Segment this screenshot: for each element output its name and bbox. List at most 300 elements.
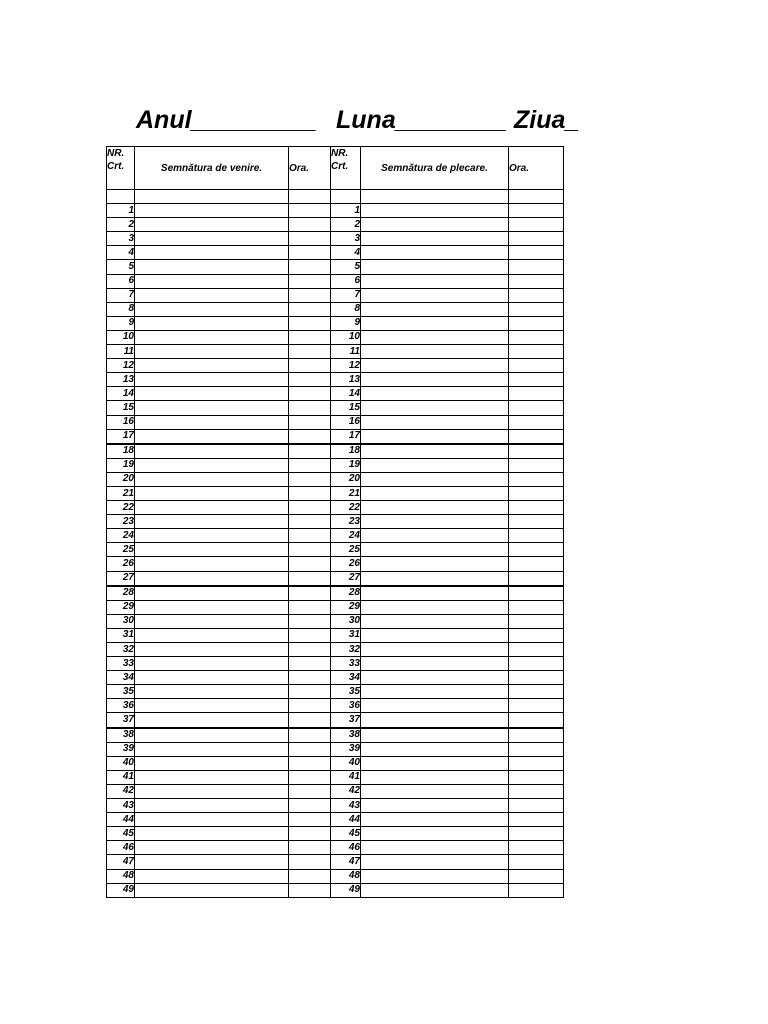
row-number-right: 38 <box>331 728 361 743</box>
departure-signature-cell[interactable] <box>361 699 509 713</box>
departure-signature-cell[interactable] <box>361 813 509 827</box>
row-number-left: 15 <box>107 401 135 415</box>
table-row <box>107 458 564 472</box>
table-row <box>107 671 564 685</box>
arrival-time-cell[interactable] <box>289 359 331 373</box>
departure-time-cell[interactable] <box>509 699 564 713</box>
arrival-time-cell[interactable] <box>289 685 331 699</box>
row-number-right: 22 <box>331 501 361 515</box>
title-line <box>136 100 580 140</box>
arrival-time-cell[interactable] <box>289 486 331 500</box>
row-number-right: 48 <box>331 869 361 883</box>
arrival-signature-cell[interactable] <box>135 529 289 543</box>
arrival-signature-cell[interactable] <box>135 784 289 798</box>
departure-time-cell[interactable] <box>509 515 564 529</box>
arrival-time-cell[interactable] <box>289 472 331 486</box>
arrival-time-cell[interactable] <box>289 316 331 330</box>
arrival-signature-cell[interactable] <box>135 330 289 344</box>
departure-time-cell[interactable] <box>509 204 564 218</box>
arrival-time-cell[interactable] <box>289 713 331 728</box>
arrival-time-cell[interactable] <box>289 529 331 543</box>
table-row <box>107 274 564 288</box>
arrival-signature-cell[interactable] <box>135 699 289 713</box>
departure-signature-cell[interactable] <box>361 628 509 642</box>
departure-signature-cell[interactable] <box>361 614 509 628</box>
table-row <box>107 543 564 557</box>
table-row <box>107 316 564 330</box>
row-number-left: 25 <box>107 543 135 557</box>
departure-signature-cell[interactable] <box>361 571 509 586</box>
row-number-left: 39 <box>107 742 135 756</box>
arrival-signature-cell[interactable] <box>135 855 289 869</box>
arrival-time-cell[interactable] <box>289 232 331 246</box>
departure-time-cell[interactable] <box>509 728 564 743</box>
departure-time-cell[interactable] <box>509 302 564 316</box>
row-number-left: 32 <box>107 643 135 657</box>
row-number-right: 3 <box>331 232 361 246</box>
arrival-time-cell[interactable] <box>289 260 331 274</box>
departure-time-cell[interactable] <box>509 713 564 728</box>
departure-time-cell[interactable] <box>509 571 564 586</box>
row-number-left: 29 <box>107 600 135 614</box>
table-row <box>107 657 564 671</box>
departure-time-cell[interactable] <box>509 246 564 260</box>
departure-signature-cell[interactable] <box>361 742 509 756</box>
month-label: Luna________ <box>336 106 507 134</box>
table-row <box>107 685 564 699</box>
row-number-right: 37 <box>331 713 361 728</box>
departure-signature-cell[interactable] <box>361 260 509 274</box>
arrival-time-cell[interactable] <box>289 571 331 586</box>
arrival-signature-cell[interactable] <box>135 401 289 415</box>
departure-signature-cell[interactable] <box>361 543 509 557</box>
row-number-right: 21 <box>331 486 361 500</box>
departure-time-cell[interactable] <box>509 855 564 869</box>
arrival-signature-cell[interactable] <box>135 359 289 373</box>
arrival-time-cell[interactable] <box>289 204 331 218</box>
departure-time-cell[interactable] <box>509 501 564 515</box>
row-number-right: 10 <box>331 330 361 344</box>
arrival-time-cell[interactable] <box>289 869 331 883</box>
arrival-signature-cell[interactable] <box>135 515 289 529</box>
departure-time-cell[interactable] <box>509 345 564 359</box>
departure-signature-cell[interactable] <box>361 827 509 841</box>
departure-signature-cell[interactable] <box>361 316 509 330</box>
departure-time-cell[interactable] <box>509 288 564 302</box>
arrival-time-cell[interactable] <box>289 855 331 869</box>
arrival-signature-cell[interactable] <box>135 671 289 685</box>
departure-time-cell[interactable] <box>509 415 564 429</box>
arrival-signature-cell[interactable] <box>135 472 289 486</box>
arrival-signature-cell[interactable] <box>135 869 289 883</box>
departure-time-cell[interactable] <box>509 600 564 614</box>
arrival-time-cell[interactable] <box>289 458 331 472</box>
row-number-left: 7 <box>107 288 135 302</box>
row-number-right: 8 <box>331 302 361 316</box>
header-arrival-time: Ora. <box>289 147 331 190</box>
departure-signature-cell[interactable] <box>361 529 509 543</box>
arrival-signature-cell[interactable] <box>135 387 289 401</box>
departure-time-cell[interactable] <box>509 387 564 401</box>
table-row <box>107 401 564 415</box>
row-number-right: 17 <box>331 429 361 444</box>
arrival-time-cell[interactable] <box>289 628 331 642</box>
departure-signature-cell[interactable] <box>361 643 509 657</box>
departure-signature-cell[interactable] <box>361 600 509 614</box>
departure-time-cell[interactable] <box>509 813 564 827</box>
table-row <box>107 827 564 841</box>
day-label: Ziua_ <box>514 106 580 134</box>
table-row <box>107 204 564 218</box>
row-number-left: 21 <box>107 486 135 500</box>
table-row <box>107 515 564 529</box>
departure-signature-cell[interactable] <box>361 586 509 601</box>
departure-time-cell[interactable] <box>509 472 564 486</box>
departure-time-cell[interactable] <box>509 883 564 897</box>
row-number-right: 7 <box>331 288 361 302</box>
arrival-signature-cell[interactable] <box>135 643 289 657</box>
table-row <box>107 429 564 444</box>
row-number-left: 47 <box>107 855 135 869</box>
departure-signature-cell[interactable] <box>361 472 509 486</box>
arrival-signature-cell[interactable] <box>135 501 289 515</box>
row-number-right: 33 <box>331 657 361 671</box>
departure-time-cell[interactable] <box>509 586 564 601</box>
arrival-time-cell[interactable] <box>289 415 331 429</box>
departure-signature-cell[interactable] <box>361 330 509 344</box>
arrival-signature-cell[interactable] <box>135 799 289 813</box>
departure-time-cell[interactable] <box>509 628 564 642</box>
departure-signature-cell[interactable] <box>361 415 509 429</box>
header-departure-time: Ora. <box>509 147 564 190</box>
arrival-time-cell[interactable] <box>289 218 331 232</box>
arrival-signature-cell[interactable] <box>135 444 289 459</box>
arrival-signature-cell[interactable] <box>135 302 289 316</box>
table-body <box>107 190 564 898</box>
header-nr-label: NR. <box>331 148 349 159</box>
arrival-time-cell[interactable] <box>289 515 331 529</box>
row-number-left: 28 <box>107 586 135 601</box>
table-row <box>107 614 564 628</box>
table-row <box>107 586 564 601</box>
departure-time-cell[interactable] <box>509 316 564 330</box>
departure-time-cell[interactable] <box>509 330 564 344</box>
arrival-signature-cell[interactable] <box>135 685 289 699</box>
row-number-right: 16 <box>331 415 361 429</box>
departure-time-cell[interactable] <box>509 359 564 373</box>
arrival-signature-cell[interactable] <box>135 728 289 743</box>
departure-signature-cell[interactable] <box>361 429 509 444</box>
departure-time-cell[interactable] <box>509 756 564 770</box>
departure-time-cell[interactable] <box>509 543 564 557</box>
departure-signature-cell[interactable] <box>361 444 509 459</box>
arrival-signature-cell[interactable] <box>135 246 289 260</box>
table-row <box>107 855 564 869</box>
departure-time-cell[interactable] <box>509 671 564 685</box>
row-number-right: 5 <box>331 260 361 274</box>
arrival-signature-cell[interactable] <box>135 614 289 628</box>
arrival-signature-cell[interactable] <box>135 260 289 274</box>
header-nr-crt-right <box>331 147 361 190</box>
row-number-right: 47 <box>331 855 361 869</box>
row-number-right: 41 <box>331 770 361 784</box>
table-row <box>107 415 564 429</box>
departure-signature-cell[interactable] <box>361 728 509 743</box>
departure-signature-cell[interactable] <box>361 557 509 571</box>
arrival-time-cell[interactable] <box>289 246 331 260</box>
arrival-signature-cell[interactable] <box>135 600 289 614</box>
table-row <box>107 302 564 316</box>
row-number-left: 41 <box>107 770 135 784</box>
arrival-time-cell[interactable] <box>289 274 331 288</box>
departure-signature-cell[interactable] <box>361 855 509 869</box>
table-row <box>107 699 564 713</box>
arrival-time-cell[interactable] <box>289 444 331 459</box>
departure-signature-cell[interactable] <box>361 302 509 316</box>
arrival-time-cell[interactable] <box>289 302 331 316</box>
arrival-signature-cell[interactable] <box>135 373 289 387</box>
arrival-time-cell[interactable] <box>289 600 331 614</box>
departure-time-cell[interactable] <box>509 685 564 699</box>
row-number-right: 18 <box>331 444 361 459</box>
table-row <box>107 756 564 770</box>
row-number-left: 44 <box>107 813 135 827</box>
arrival-time-cell[interactable] <box>289 501 331 515</box>
departure-signature-cell[interactable] <box>361 359 509 373</box>
arrival-time-cell[interactable] <box>289 657 331 671</box>
departure-time-cell[interactable] <box>509 529 564 543</box>
arrival-signature-cell[interactable] <box>135 429 289 444</box>
row-number-left: 37 <box>107 713 135 728</box>
departure-signature-cell[interactable] <box>361 288 509 302</box>
arrival-time-cell[interactable] <box>289 742 331 756</box>
row-number-left: 40 <box>107 756 135 770</box>
arrival-signature-cell[interactable] <box>135 713 289 728</box>
table-row <box>107 359 564 373</box>
row-number-right: 9 <box>331 316 361 330</box>
arrival-time-cell[interactable] <box>289 373 331 387</box>
departure-signature-cell[interactable] <box>361 246 509 260</box>
row-number-left: 12 <box>107 359 135 373</box>
arrival-time-cell[interactable] <box>289 756 331 770</box>
row-number-right: 6 <box>331 274 361 288</box>
arrival-signature-cell[interactable] <box>135 742 289 756</box>
arrival-time-cell[interactable] <box>289 827 331 841</box>
arrival-time-cell[interactable] <box>289 586 331 601</box>
departure-time-cell[interactable] <box>509 260 564 274</box>
departure-signature-cell[interactable] <box>361 671 509 685</box>
arrival-signature-cell[interactable] <box>135 232 289 246</box>
year-label: Anul_________ <box>136 106 317 134</box>
row-number-left: 45 <box>107 827 135 841</box>
arrival-time-cell[interactable] <box>289 841 331 855</box>
departure-signature-cell[interactable] <box>361 387 509 401</box>
table-row <box>107 472 564 486</box>
row-number-left: 11 <box>107 345 135 359</box>
departure-time-cell[interactable] <box>509 401 564 415</box>
departure-signature-cell[interactable] <box>361 756 509 770</box>
arrival-signature-cell[interactable] <box>135 274 289 288</box>
row-number-right: 25 <box>331 543 361 557</box>
departure-time-cell[interactable] <box>509 827 564 841</box>
arrival-signature-cell[interactable] <box>135 770 289 784</box>
row-number-right: 19 <box>331 458 361 472</box>
arrival-time-cell[interactable] <box>289 288 331 302</box>
row-number-left: 19 <box>107 458 135 472</box>
arrival-signature-cell[interactable] <box>135 883 289 897</box>
row-number-right: 42 <box>331 784 361 798</box>
row-number-right: 39 <box>331 742 361 756</box>
row-number-right: 49 <box>331 883 361 897</box>
arrival-time-cell[interactable] <box>289 799 331 813</box>
row-number-left: 46 <box>107 841 135 855</box>
table-row <box>107 628 564 642</box>
departure-time-cell[interactable] <box>509 444 564 459</box>
arrival-signature-cell[interactable] <box>135 827 289 841</box>
departure-signature-cell[interactable] <box>361 458 509 472</box>
arrival-time-cell[interactable] <box>289 699 331 713</box>
spacer-row <box>107 190 564 204</box>
departure-signature-cell[interactable] <box>361 869 509 883</box>
departure-time-cell[interactable] <box>509 657 564 671</box>
arrival-time-cell[interactable] <box>289 401 331 415</box>
arrival-time-cell[interactable] <box>289 728 331 743</box>
arrival-time-cell[interactable] <box>289 557 331 571</box>
row-number-left: 49 <box>107 883 135 897</box>
departure-signature-cell[interactable] <box>361 218 509 232</box>
arrival-time-cell[interactable] <box>289 429 331 444</box>
departure-time-cell[interactable] <box>509 841 564 855</box>
header-crt-label: Crt. <box>107 161 125 172</box>
departure-time-cell[interactable] <box>509 643 564 657</box>
row-number-right: 28 <box>331 586 361 601</box>
row-number-right: 27 <box>331 571 361 586</box>
row-number-right: 36 <box>331 699 361 713</box>
departure-signature-cell[interactable] <box>361 883 509 897</box>
row-number-right: 31 <box>331 628 361 642</box>
table-row <box>107 571 564 586</box>
row-number-left: 34 <box>107 671 135 685</box>
row-number-right: 34 <box>331 671 361 685</box>
arrival-signature-cell[interactable] <box>135 756 289 770</box>
departure-signature-cell[interactable] <box>361 501 509 515</box>
departure-time-cell[interactable] <box>509 799 564 813</box>
departure-signature-cell[interactable] <box>361 401 509 415</box>
departure-time-cell[interactable] <box>509 614 564 628</box>
table-row <box>107 869 564 883</box>
departure-time-cell[interactable] <box>509 869 564 883</box>
departure-signature-cell[interactable] <box>361 841 509 855</box>
departure-time-cell[interactable] <box>509 458 564 472</box>
arrival-time-cell[interactable] <box>289 643 331 657</box>
table-row <box>107 643 564 657</box>
departure-signature-cell[interactable] <box>361 204 509 218</box>
departure-time-cell[interactable] <box>509 742 564 756</box>
departure-signature-cell[interactable] <box>361 373 509 387</box>
departure-time-cell[interactable] <box>509 557 564 571</box>
table-row <box>107 600 564 614</box>
departure-signature-cell[interactable] <box>361 784 509 798</box>
departure-signature-cell[interactable] <box>361 799 509 813</box>
arrival-signature-cell[interactable] <box>135 415 289 429</box>
row-number-left: 5 <box>107 260 135 274</box>
arrival-signature-cell[interactable] <box>135 288 289 302</box>
departure-signature-cell[interactable] <box>361 486 509 500</box>
departure-signature-cell[interactable] <box>361 685 509 699</box>
row-number-left: 31 <box>107 628 135 642</box>
arrival-time-cell[interactable] <box>289 345 331 359</box>
arrival-time-cell[interactable] <box>289 330 331 344</box>
departure-signature-cell[interactable] <box>361 274 509 288</box>
arrival-signature-cell[interactable] <box>135 543 289 557</box>
arrival-signature-cell[interactable] <box>135 458 289 472</box>
arrival-signature-cell[interactable] <box>135 316 289 330</box>
table-row <box>107 246 564 260</box>
departure-signature-cell[interactable] <box>361 345 509 359</box>
arrival-signature-cell[interactable] <box>135 571 289 586</box>
departure-signature-cell[interactable] <box>361 713 509 728</box>
arrival-time-cell[interactable] <box>289 543 331 557</box>
arrival-time-cell[interactable] <box>289 813 331 827</box>
departure-time-cell[interactable] <box>509 218 564 232</box>
departure-signature-cell[interactable] <box>361 770 509 784</box>
row-number-left: 18 <box>107 444 135 459</box>
arrival-signature-cell[interactable] <box>135 486 289 500</box>
row-number-right: 13 <box>331 373 361 387</box>
departure-time-cell[interactable] <box>509 770 564 784</box>
arrival-time-cell[interactable] <box>289 614 331 628</box>
arrival-signature-cell[interactable] <box>135 586 289 601</box>
arrival-time-cell[interactable] <box>289 387 331 401</box>
departure-signature-cell[interactable] <box>361 232 509 246</box>
departure-time-cell[interactable] <box>509 373 564 387</box>
table-row <box>107 883 564 897</box>
header-row <box>107 147 564 190</box>
row-number-left: 16 <box>107 415 135 429</box>
arrival-time-cell[interactable] <box>289 671 331 685</box>
arrival-signature-cell[interactable] <box>135 557 289 571</box>
departure-signature-cell[interactable] <box>361 515 509 529</box>
table-row <box>107 713 564 728</box>
arrival-time-cell[interactable] <box>289 784 331 798</box>
row-number-right: 4 <box>331 246 361 260</box>
table-row <box>107 742 564 756</box>
departure-time-cell[interactable] <box>509 784 564 798</box>
departure-time-cell[interactable] <box>509 486 564 500</box>
arrival-signature-cell[interactable] <box>135 841 289 855</box>
row-number-left: 23 <box>107 515 135 529</box>
arrival-signature-cell[interactable] <box>135 345 289 359</box>
row-number-right: 23 <box>331 515 361 529</box>
header-nr-crt-left <box>107 147 135 190</box>
arrival-signature-cell[interactable] <box>135 628 289 642</box>
departure-time-cell[interactable] <box>509 274 564 288</box>
arrival-time-cell[interactable] <box>289 770 331 784</box>
row-number-left: 4 <box>107 246 135 260</box>
departure-time-cell[interactable] <box>509 429 564 444</box>
arrival-signature-cell[interactable] <box>135 657 289 671</box>
arrival-signature-cell[interactable] <box>135 204 289 218</box>
arrival-signature-cell[interactable] <box>135 218 289 232</box>
row-number-left: 36 <box>107 699 135 713</box>
row-number-right: 43 <box>331 799 361 813</box>
arrival-signature-cell[interactable] <box>135 813 289 827</box>
table-row <box>107 260 564 274</box>
row-number-right: 40 <box>331 756 361 770</box>
arrival-time-cell[interactable] <box>289 883 331 897</box>
departure-time-cell[interactable] <box>509 232 564 246</box>
departure-signature-cell[interactable] <box>361 657 509 671</box>
